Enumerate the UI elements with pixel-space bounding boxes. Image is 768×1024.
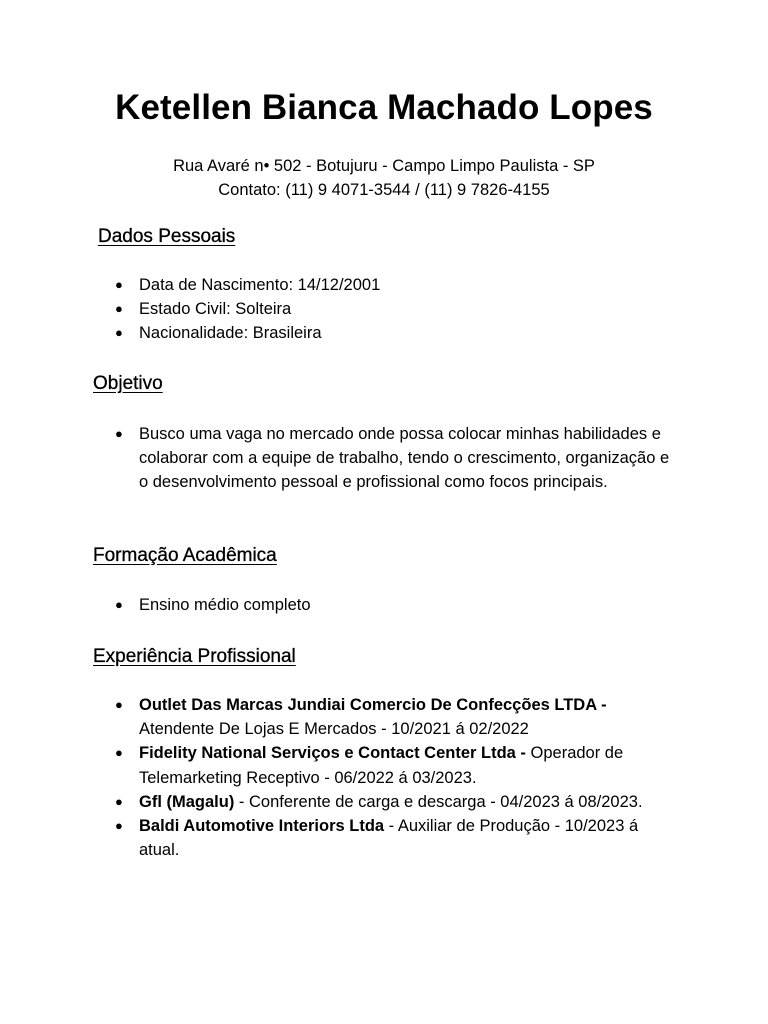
job-detail: Atendente De Lojas E Mercados - 10/2021 á 02/2022 — [139, 720, 529, 739]
section-title-formacao-academica: Formação Acadêmica — [93, 545, 277, 566]
dados-pessoais-list — [0, 273, 768, 346]
company-name: Gfl (Magalu) — [139, 792, 235, 811]
address-line: Rua Avaré n• 502 - Botujuru - Campo Limpo Paulista - SP — [173, 157, 595, 175]
formacao-list — [0, 593, 768, 617]
experience-item — [0, 693, 768, 741]
section-title-dados-pessoais: Dados Pessoais — [98, 226, 236, 247]
bullet-icon: ● — [115, 325, 123, 341]
bullet-icon: ● — [115, 745, 123, 761]
job-detail: - Auxiliar de Produção - 10/2023 á atual. — [139, 817, 639, 860]
bullet-icon: ● — [115, 818, 123, 834]
bullet-icon: ● — [115, 793, 123, 809]
job-detail: Operador de Telemarketing Receptivo - 06/2022 á 03/2023. — [139, 744, 624, 787]
experience-item — [0, 790, 768, 814]
list-item: ● Busco uma vaga no mercado onde possa colocar minhas habilidades e colaborar com a equipe de trabalho, tendo o crescimento, organização e o desenvolvimento pessoal e profissional como focos principais. — [0, 422, 768, 495]
candidate-name: Ketellen Bianca Machado Lopes — [115, 88, 653, 127]
experiencia-list — [0, 693, 768, 862]
bullet-icon: ● — [115, 277, 123, 292]
section-title-experiencia-profissional: Experiência Profissional — [93, 646, 296, 667]
list-item: ● Nacionalidade: Brasileira — [0, 321, 768, 345]
objetivo-list — [0, 422, 768, 495]
list-item: ● Ensino médio completo — [0, 593, 768, 617]
list-item: ● Data de Nascimento: 14/12/2001 — [0, 273, 768, 297]
experience-item — [0, 814, 768, 862]
bullet-icon: ● — [115, 697, 123, 712]
contact-line: Contato: (11) 9 4071-3544 / (11) 9 7826-4155 — [218, 181, 550, 199]
job-detail: - Conferente de carga e descarga - 04/2023 á 08/2023. — [234, 792, 643, 811]
experience-item — [0, 741, 768, 789]
company-name: Outlet Das Marcas Jundiai Comercio De Confecções LTDA - — [139, 696, 607, 714]
company-name: Baldi Automotive Interiors Ltda — [139, 817, 385, 836]
bullet-icon: ● — [115, 301, 123, 317]
bullet-icon: ● — [115, 597, 123, 612]
section-title-objetivo: Objetivo — [93, 373, 163, 394]
bullet-icon: ● — [115, 426, 123, 441]
company-name: Fidelity National Serviços e Contact Center Ltda - — [139, 744, 526, 763]
list-item: ● Estado Civil: Solteira — [0, 297, 768, 321]
